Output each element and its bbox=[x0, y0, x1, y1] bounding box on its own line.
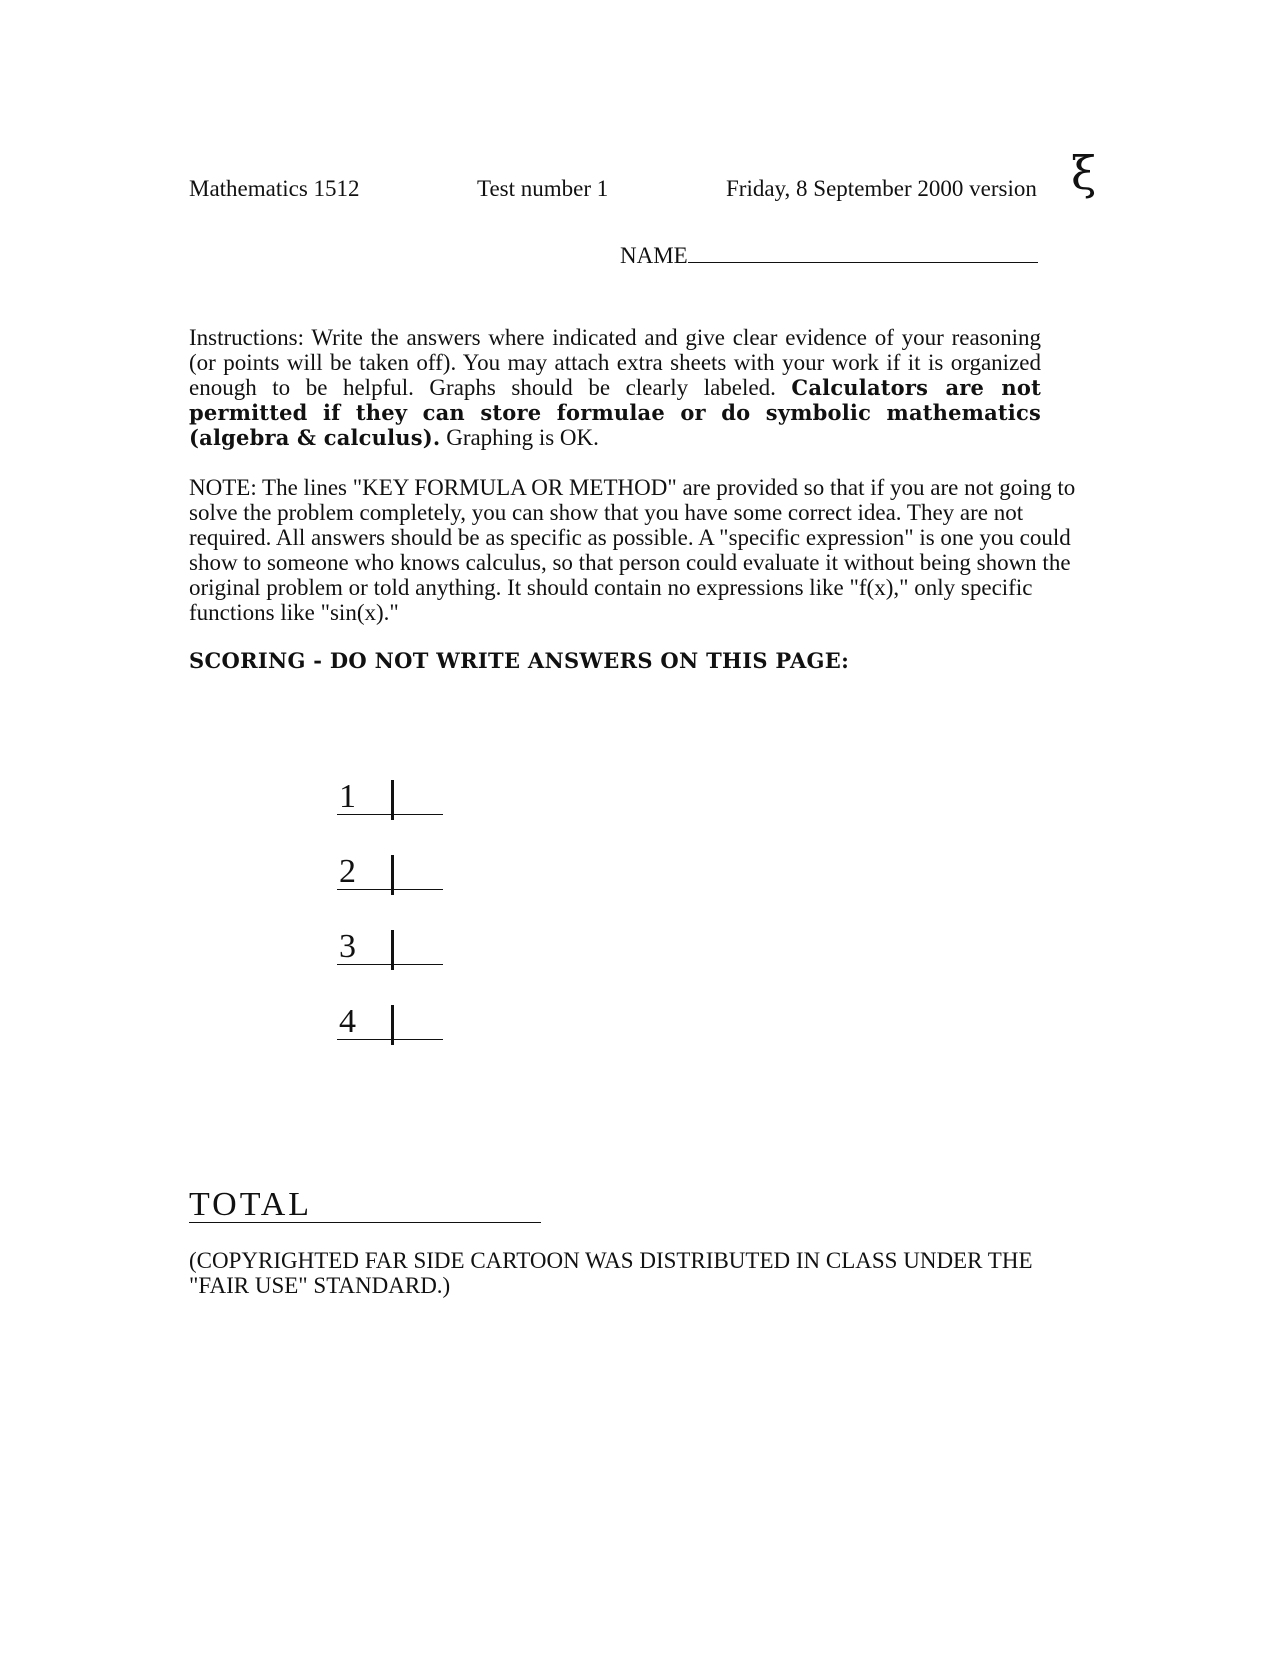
name-label: NAME bbox=[620, 243, 688, 268]
instructions-text: Instructions: Write the answers where indicated and give clear evidence of your reasoning (or points will be taken off). You may attach extra sheets with your work if it is organized enough to be helpful. Graphs should be clearly labeled. bbox=[189, 325, 1041, 400]
test-number: Test number 1 bbox=[477, 176, 609, 201]
test-date-version: Friday, 8 September 2000 version bbox=[726, 176, 1037, 201]
score-divider bbox=[391, 780, 394, 820]
name-field bbox=[620, 242, 1038, 269]
course-title: Mathematics 1512 bbox=[189, 176, 360, 201]
score-label: 1 bbox=[339, 778, 356, 815]
score-divider bbox=[391, 1005, 394, 1045]
score-row-3[interactable] bbox=[337, 920, 443, 965]
scoring-title: SCORING - DO NOT WRITE ANSWERS ON THIS PAGE: bbox=[189, 648, 850, 673]
copyright-notice: (COPYRIGHTED FAR SIDE CARTOON WAS DISTRIBUTED IN CLASS UNDER THE "FAIR USE" STANDARD.) bbox=[189, 1248, 1033, 1298]
score-divider bbox=[391, 930, 394, 970]
note-paragraph: NOTE: The lines "KEY FORMULA OR METHOD" are provided so that if you are not going to solve the problem completely, you can show that you have some correct idea. They are not required. All answers should be as specific as possible. A "specific expression" is one you could show to someone who knows calculus, so that person could evaluate it without being shown the original problem or told anything. It should contain no expressions like "f(x)," only specific functions like "sin(x)." bbox=[189, 475, 1076, 625]
score-label: 4 bbox=[339, 1003, 356, 1040]
score-row-1[interactable] bbox=[337, 770, 443, 815]
score-row-4[interactable] bbox=[337, 995, 443, 1040]
score-label: 2 bbox=[339, 853, 356, 890]
name-blank-line[interactable] bbox=[688, 242, 1038, 263]
instructions-tail: Graphing is OK. bbox=[440, 425, 599, 450]
total-label: TOTAL bbox=[189, 1186, 313, 1223]
total-field[interactable] bbox=[189, 1186, 541, 1223]
score-label: 3 bbox=[339, 928, 356, 965]
instructions-calculator-rule: Calculators are not permitted if they can store formulae or do symbolic mathematics (algebra & calculus). bbox=[189, 375, 1041, 450]
score-divider bbox=[391, 855, 394, 895]
score-row-2[interactable] bbox=[337, 845, 443, 890]
version-symbol: ξ bbox=[1071, 146, 1097, 200]
instructions-paragraph bbox=[189, 325, 1041, 450]
